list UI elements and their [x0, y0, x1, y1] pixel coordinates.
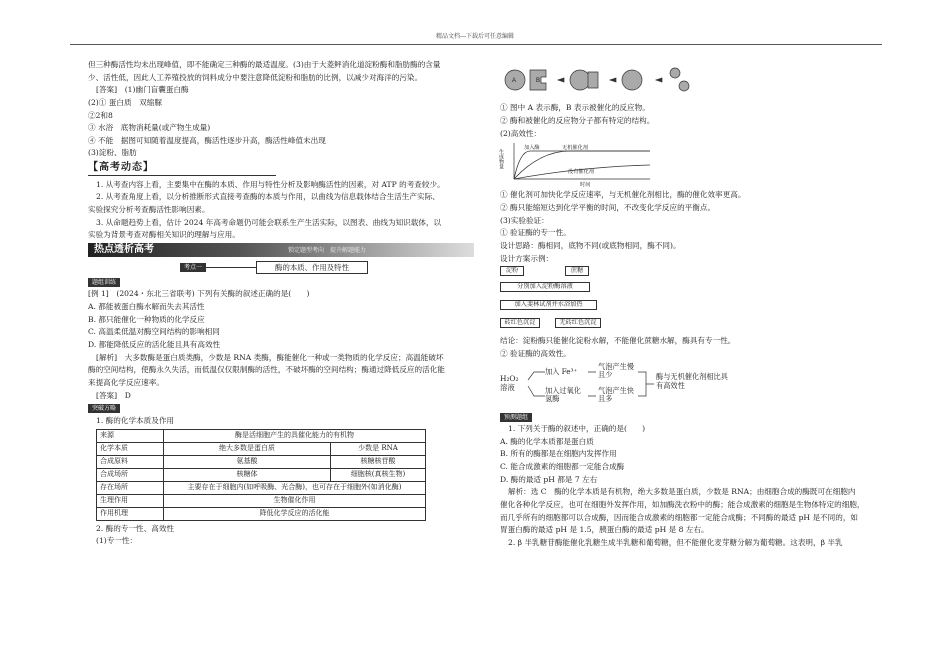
product-shape	[670, 68, 680, 78]
enzyme-table	[96, 429, 426, 521]
arrow-icon	[610, 78, 616, 82]
hot-banner	[88, 243, 474, 257]
table-value: 降低化学反应的活化能	[164, 507, 426, 520]
flow-no-precip: 无砖红色沉淀	[555, 318, 601, 328]
trend-title: 【高考动态】	[88, 162, 154, 174]
table-value: 氨基酸	[164, 455, 331, 468]
table-value: 酶是活细胞产生的具催化能力的有机物	[164, 429, 426, 442]
topic-rule	[206, 267, 256, 268]
enzyme-shape-a2	[570, 70, 590, 90]
graph-note: ① 验证酶的专一性。	[500, 228, 571, 238]
question-line: 1. 下列关于酶的叙述中，正确的是( )	[508, 424, 646, 434]
efficiency-graph	[500, 141, 670, 187]
conclusion-line: ② 验证酶的高效性。	[500, 348, 571, 358]
table-value: 少数是 RNA	[331, 442, 426, 455]
trend-line: 2. 从考查角度上看，以分析推断形式直接考查酶的本质与作用，以曲线为信息载体结合生活生产实际、	[96, 192, 440, 202]
flow2-top-add: 加入 Fe³⁺	[545, 366, 578, 376]
table-key: 生理作用	[97, 494, 164, 507]
flow2-top-result: 气泡产生慢且少	[598, 361, 634, 379]
product-shape	[679, 81, 689, 91]
analysis-line: [解析] 大多数酶是蛋白质类酶，少数是 RNA 类酶，酶能催化一种或一类物质的化学反应；高温能破坏	[96, 352, 444, 362]
question-line: B. 所有的酶都是在细胞内发挥作用	[500, 449, 617, 459]
table-value: 生物催化作用	[164, 494, 426, 507]
question-line: A. 酶的化学本质都是蛋白质	[500, 436, 594, 446]
answer-label: [答案] (1)幽门盲囊蛋白酶	[96, 85, 189, 95]
flow2-bot-add: 加入过氧化氢酶	[545, 385, 581, 403]
table-value: 绝大多数是蛋白质	[164, 442, 331, 455]
flow-add-amylase: 分别加入淀粉酶溶液	[500, 282, 590, 292]
hot-title: 热点透析高考	[94, 243, 154, 255]
graph-series-label: 加入酶	[524, 145, 540, 152]
arrow-icon	[558, 78, 564, 82]
header-rule	[70, 44, 882, 45]
table-row	[97, 468, 426, 481]
intro-line: 少、活性低，因此人工养殖投放的饲料成分中要注意降低淀粉和脂肪的比例，以减少对海洋的污染。	[88, 72, 423, 82]
page-header: 精品文档---下载后可任意编辑	[435, 33, 515, 40]
flow2-result: 酶与无机催化剂相比具有高效性	[656, 371, 728, 390]
trend-line: 3. 从命题趋势上看，估计 2024 年高考命题仍可能会联系生产生活实际，以图表、曲线为知识载体，以	[96, 217, 442, 227]
question-line: D. 酶的最适 pH 都是 7 左右	[500, 474, 598, 484]
right-column	[500, 60, 885, 551]
hot-tail: 锁定题型考向 提升解题能力	[288, 246, 367, 254]
answer-line: (2)① 蛋白质 双缩脲	[88, 97, 162, 107]
table-row	[97, 455, 426, 468]
flow-red-precip: 砖红色沉淀	[500, 318, 540, 328]
graph-note: (3)实验验证：	[500, 215, 549, 225]
table-row	[97, 429, 426, 442]
trend-line: 实验为背景考查对酶相关知识的理解与应用。	[88, 230, 240, 240]
arrow-icon	[656, 78, 662, 82]
question-line: 催化各种化学反应，也可在细胞外发挥作用，如加酶洗衣粉中的酶；能合成激素的细胞是生物体特定的细胞，	[500, 500, 865, 510]
table-value: 核糖体	[164, 468, 331, 481]
drill-tag: 题组训练	[88, 278, 120, 287]
table-key: 化学本质	[97, 442, 164, 455]
answer-line: ②2和8	[88, 110, 113, 120]
efficiency-flowchart	[500, 362, 885, 408]
graph-note: ① 催化剂可加快化学反应速率，与无机催化剂相比，酶的催化效率更高。	[500, 190, 746, 200]
lock-key-diagram	[500, 60, 700, 100]
trend-line: 实验探究分析考查酶活性影响因素。	[88, 204, 210, 214]
flow-add-fehling: 加入斐林试剂并水浴加热	[500, 300, 597, 310]
analysis-line: 酶的空间结构，使酶永久失活，而低温仅仅限制酶的活性，不破坏酶的空间结构；酶通过降低反应的活化能	[88, 365, 445, 375]
flow-starch: 淀粉	[500, 266, 524, 276]
example-line: D. 都能降低反应的活化能且具有高效性	[88, 340, 221, 350]
graph-series-label: 没有催化剂	[568, 169, 594, 176]
question-line: 而几乎所有的细胞都可以合成酶，因而能合成激素的细胞都一定能合成酶；不同酶的最适 pH 是不同的，如	[500, 512, 859, 522]
example-answer: [答案] D	[96, 390, 131, 400]
predict-tag: 预测题组	[500, 413, 532, 422]
table-row	[97, 481, 426, 494]
table-key: 作用机理	[97, 507, 164, 520]
break-tag: 突破方略	[88, 404, 120, 413]
table-row	[97, 442, 426, 455]
table-value: 细胞核(真核生物)	[331, 468, 426, 481]
left-column	[88, 60, 468, 549]
point1: 1. 酶的化学本质及作用	[96, 415, 175, 425]
table-row	[97, 507, 426, 520]
question-line: 2. β 半乳糖苷酶能催化乳糖生成半乳糖和葡萄糖，但不能催化麦芽糖分解为葡萄糖。这表明，β 半乳	[508, 537, 843, 547]
topic-row	[180, 261, 468, 274]
svg-text:A: A	[512, 78, 517, 84]
analysis-line: 来提高化学反应速率。	[88, 377, 164, 387]
graph-series-label: 无机催化剂	[562, 145, 588, 152]
question-line: C. 能合成激素的细胞都一定能合成酶	[500, 462, 625, 472]
table-row	[97, 494, 426, 507]
topic-title: 酶的本质、作用及特性	[256, 261, 368, 274]
example-line: C. 高温柔低温对酶空间结构的影响相同	[88, 327, 220, 337]
graph-xlabel: 时间	[580, 182, 591, 189]
conclusion-line: 结论：淀粉酶只能催化淀粉水解，不能催化蔗糖水解，酶具有专一性。	[500, 336, 736, 346]
table-value: 核糖核苷酸	[331, 455, 426, 468]
question-line: 解析：选 C 酶的化学本质是有机物，绝大多数是蛋白质，少数是 RNA；由细胞合成的酶既可在细胞内	[508, 487, 856, 497]
point2a: (1)专一性：	[96, 536, 138, 546]
topic-tag: 考点一	[180, 263, 206, 272]
enzyme-shape-a3	[622, 70, 642, 90]
answer-line: ④ 不能 据图可知随着温度提高，酶活性逐步升高，酶活性峰值未出现	[88, 135, 326, 145]
table-key: 合成场所	[97, 468, 164, 481]
table-key: 来源	[97, 429, 164, 442]
answer-line: (3)淀粉、脂肪	[88, 148, 137, 158]
flow-sucrose: 蔗糖	[565, 266, 589, 276]
graph-note: 设计思路：酶相同，底物不同(或底物相同，酶不同)。	[500, 240, 681, 250]
example-line: B. 都只能催化一种物质的化学反应	[88, 314, 205, 324]
flow2-bot-result: 气泡产生快且多	[598, 385, 634, 403]
graph-note: 设计方案示例：	[500, 253, 554, 263]
flow2-source: H₂O₂ 溶液	[500, 373, 519, 392]
answer-line: ③ 水浴 底物消耗量(或产物生成量)	[88, 123, 211, 133]
point2: 2. 酶的专一性、高效性	[96, 523, 175, 533]
graph-note: ② 酶只能缩短达到化学平衡的时间，不改变化学反应的平衡点。	[500, 203, 716, 213]
intro-line: 但三种酶活性均未出现峰值，即不能确定三种酶的最适温度。(3)由于大菱鲆消化道淀粉酶和脂肪酶的含量	[88, 60, 441, 69]
example-line: A. 都能被蛋白酶水解而失去其活性	[88, 302, 205, 312]
table-key: 存在场所	[97, 481, 164, 494]
question-line: 胃蛋白酶的最适 pH 是 1.5，胰蛋白酶的最适 pH 是 8 左右。	[500, 525, 709, 535]
graph-ylabel: 生成物量	[498, 149, 504, 170]
svg-text:B: B	[536, 78, 541, 84]
diagram-caption: (2)高效性：	[500, 128, 542, 138]
specificity-flowchart	[500, 266, 885, 336]
table-key: 合成原料	[97, 455, 164, 468]
example-line: [例 1] (2024・东北三省联考) 下列有关酶的叙述正确的是( )	[88, 289, 310, 299]
trend-line: 1. 从考查内容上看，主要集中在酶的本质、作用与特性分析及影响酶活性的因素，对 ATP 的考查较少。	[96, 179, 445, 189]
table-value: 主要存在于细胞内(如呼吸酶、光合酶)，也可存在于细胞外(如消化酶)	[164, 481, 426, 494]
diagram-caption: ② 酶和被催化的反应物分子都有特定的结构。	[500, 115, 655, 125]
diagram-caption: ① 图中 A 表示酶，B 表示被催化的反应物。	[500, 103, 650, 113]
